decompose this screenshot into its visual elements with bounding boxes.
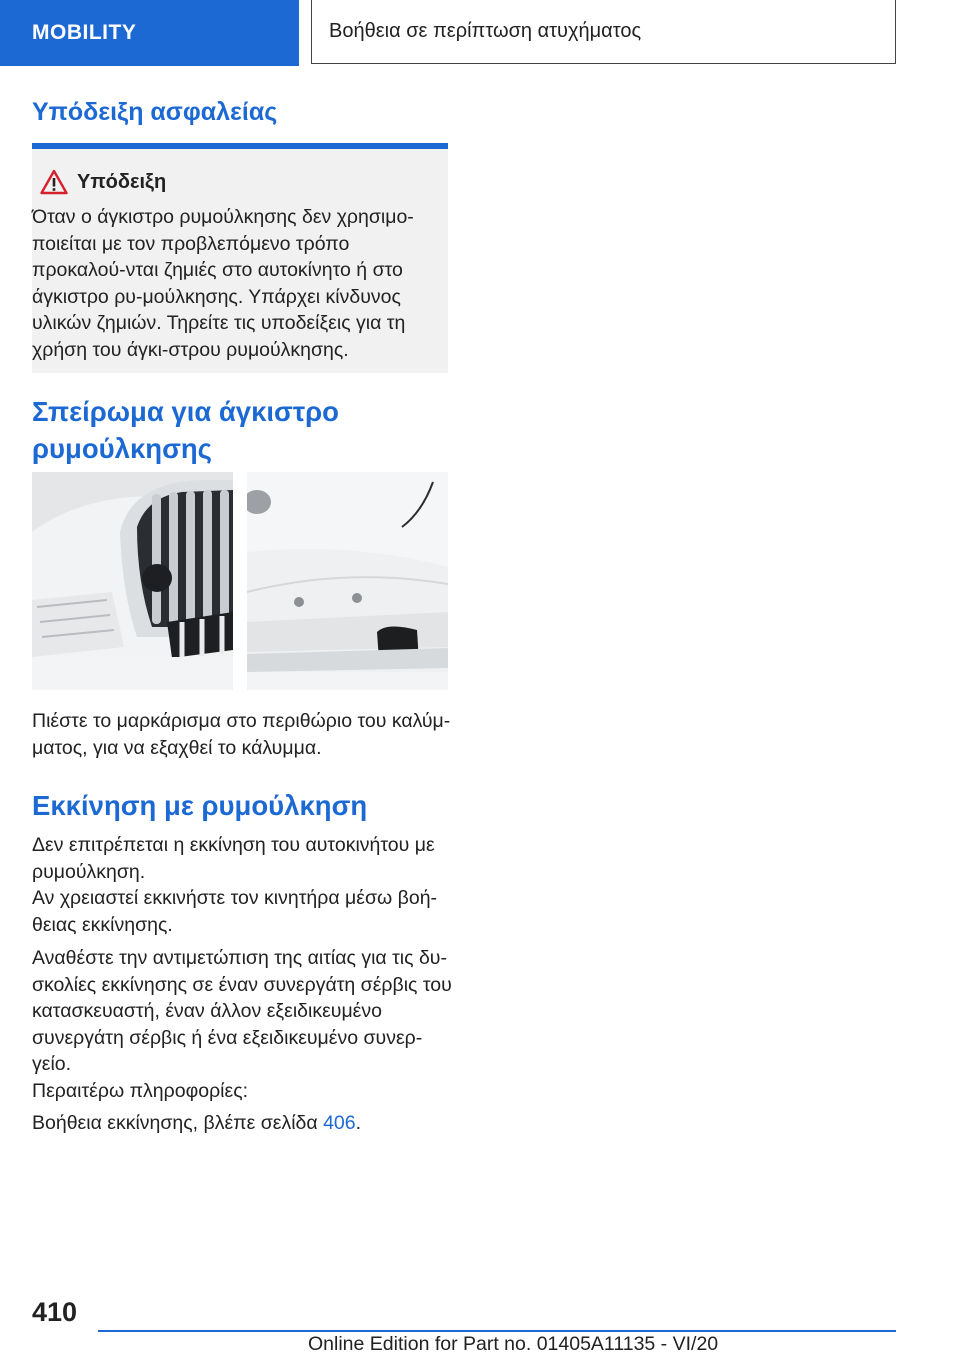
edition-footer: Online Edition for Part no. 01405A11135 - VI/20: [308, 1333, 719, 1355]
page-number: 410: [32, 1297, 78, 1327]
cross-reference-text: Βοήθεια εκκίνησης, βλέπε σελίδα: [32, 1112, 318, 1134]
page-reference-link[interactable]: 406: [323, 1112, 356, 1134]
tow-start-paragraph-2: Αν χρειαστεί εκκινήστε τον κινητήρα μέσω βοή-θειας εκκίνησης.: [32, 887, 438, 936]
cross-reference-end: .: [355, 1112, 362, 1134]
section-tab: MOBILITY: [0, 0, 299, 66]
thread-heading: Σπείρωμα για άγκιστρο ρυμούλκησης: [32, 396, 339, 464]
tow-start-paragraph-3: Αναθέστε την αντιμετώπιση της αιτίας για τις δυ-σκολίες εκκίνησης σε έναν συνεργάτη σέρβις του κατασκευαστή, έναν άλλον εξειδικευμένο συνεργάτη σέρβις ή ένα εξειδικευμένο συνερ-γείο.: [32, 947, 452, 1075]
tow-start-paragraph-1: Δεν επιτρέπεται η εκκίνηση του αυτοκινήτου με ρυμούλκηση.: [32, 834, 435, 883]
more-info-label: Περαιτέρω πληροφορίες:: [32, 1080, 249, 1102]
footer-rule: [98, 1330, 896, 1332]
cross-reference: [32, 1110, 452, 1137]
warning-triangle-icon: [40, 169, 68, 195]
tow-start-heading: Εκκίνηση με ρυμούλκηση: [32, 790, 368, 821]
chapter-title: Βοήθεια σε περίπτωση ατυχήματος: [311, 0, 896, 64]
safety-heading: Υπόδειξη ασφαλείας: [32, 98, 278, 126]
notice-title: Υπόδειξη: [77, 171, 167, 193]
front-bumper-image: [32, 472, 233, 690]
thread-instruction: Πιέστε το μαρκάρισμα στο περιθώριο του καλύμ-ματος, για να εξαχθεί το κάλυμμα.: [32, 710, 451, 759]
notice-box: [32, 143, 448, 373]
notice-text: Όταν ο άγκιστρο ρυμούλκησης δεν χρησιμο-ποιείται με τον προβλεπόμενο τρόπο προκαλού-νται ζημιές στο αυτοκίνητο ή στο άγκιστρο ρυ-μούλκησης. Υπάρχει κίνδυνος υλικών ζημιών. Τηρείτε τις υποδείξεις για τη χρήση του άγκι-στρου ρυμούλκησης.: [32, 206, 414, 361]
rear-bumper-image: [247, 472, 448, 690]
